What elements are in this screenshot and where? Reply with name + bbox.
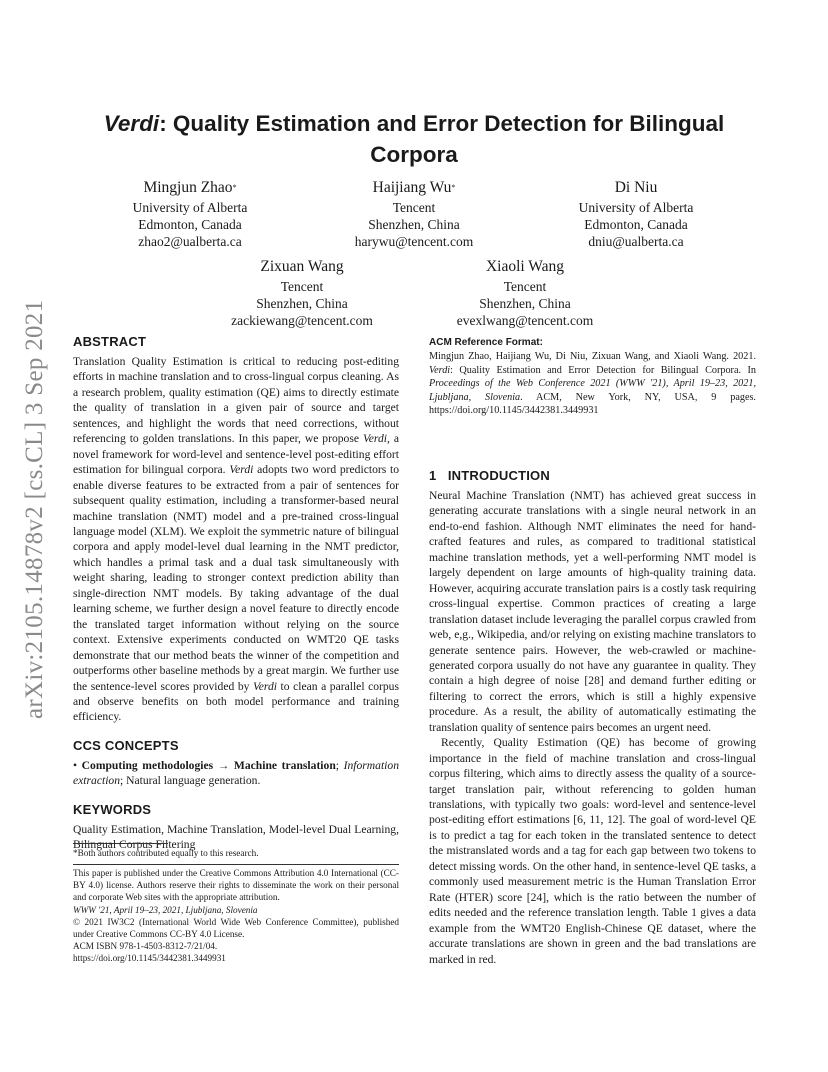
author-block-2: [314, 177, 514, 250]
author-name: Haijiang Wu: [372, 179, 452, 196]
intro-heading: 1 INTRODUCTION: [429, 467, 550, 483]
copyright-text: © 2021 IW3C2 (International World Wide Web Conference Committee), published under Creative Commons CC-BY 4.0 License.: [73, 916, 399, 940]
paper-title: [60, 108, 768, 170]
author-affiliation: University of Alberta: [578, 200, 694, 215]
left-column: [73, 334, 399, 853]
author-email: zhao2@ualberta.ca: [138, 234, 242, 249]
keywords-text: Quality Estimation, Machine Translation, Model-level Dual Learning, Bilingual Corpus Filtering: [73, 822, 399, 852]
title-verdi: Verdi: [103, 111, 160, 136]
author-location: Shenzhen, China: [479, 296, 571, 311]
arxiv-identifier: arXiv:2105.14878v2 [cs.CL] 3 Sep 2021: [21, 299, 48, 719]
author-email: dniu@ualberta.ca: [588, 234, 684, 249]
abstract-heading: ABSTRACT: [73, 334, 147, 349]
ccs-text: • Computing methodologies → Machine translation; Information extraction; Natural language generation.: [73, 758, 399, 788]
right-column: [429, 337, 756, 967]
equal-contribution-mark: *: [451, 183, 456, 192]
author-block-5: [425, 256, 625, 329]
venue-text: WWW '21, April 19–23, 2021, Ljubljana, Slovenia: [73, 904, 258, 915]
author-name: Zixuan Wang: [260, 258, 344, 275]
author-name: Mingjun Zhao: [143, 179, 233, 196]
author-block-1: [90, 177, 290, 250]
author-location: Shenzhen, China: [256, 296, 348, 311]
author-name: Di Niu: [614, 179, 658, 196]
author-block-4: [202, 256, 402, 329]
acm-ref-text: Mingjun Zhao, Haijiang Wu, Di Niu, Zixuan Wang, and Xiaoli Wang. 2021. Verdi: Quality Estimation and Error Detection for Bilingual Corpora. In Proceedings of the Web Conference 2021 (WWW '21), April 19–23, 2021, Ljubljana, Slovenia. ACM, New York, NY, USA, 9 pages. https://doi.org/10.1145/3442381.3449931: [429, 351, 756, 417]
author-affiliation: Tencent: [280, 279, 324, 294]
intro-paragraph-1: Neural Machine Translation (NMT) has achieved great success in generating accurate translations with a single neural network in an end-to-end fashion. Although NMT eliminates the need for hand-crafted features and rules, as compared to traditional statistical machine translation methods, yet a well-performing NMT model is largely dependent on large amounts of high-quality training data. However, acquiring accurate translation pairs is a costly task requiring cross-lingual expertise. Common practices of creating a large translation dataset include leveraging the parallel corpus crawled from web, e,g., Wikipedia, and/or relying on existing machine translators to generate sentence pairs. However, the web-crawled or machine-generated corpora usually do not have any guarantee in quality. They contain a high degree of noise [28] and demand further editing or filtering to correct the errors, which is still a highly expensive procedure. As a result, the ability of automatically estimating the translation quality of sentence pairs becomes an urgent need.: [429, 488, 756, 734]
license-divider: [73, 864, 399, 865]
license-block: [73, 867, 399, 965]
author-location: Shenzhen, China: [368, 217, 460, 232]
author-email: zackiewang@tencent.com: [231, 313, 373, 328]
author-name: Xiaoli Wang: [485, 258, 565, 275]
acm-ref-heading: ACM Reference Format:: [429, 337, 543, 348]
isbn-text: ACM ISBN 978-1-4503-8312-7/21/04.: [73, 941, 218, 952]
equal-contribution-mark: *: [232, 183, 237, 192]
author-affiliation: Tencent: [392, 200, 436, 215]
doi-link[interactable]: https://doi.org/10.1145/3442381.3449931: [73, 953, 226, 964]
author-block-3: [536, 177, 736, 250]
author-affiliation: Tencent: [503, 279, 547, 294]
author-location: Edmonton, Canada: [584, 217, 688, 232]
abstract-text: Translation Quality Estimation is critical to reducing post-editing efforts in machine translation and to cross-lingual corpus cleaning. As a research problem, quality estimation (QE) aims to directly estimate the quality of translation in a given pair of source and target sentences, and highlight the words that need corrections, without referencing to golden translations. In this paper, we propose Verdi, a novel framework for word-level and sentence-level post-editing effort estimation for bilingual corpora. Verdi adopts two word predictors to enable diverse features to be extracted from a pair of sentences for subsequent quality estimation, including a transformer-based neural machine translation (NMT) model and a pre-trained cross-lingual language model (XLM). We exploit the symmetric nature of bilingual corpora and apply model-level dual learning in the NMT predictor, which handles a primal task and a dual task simultaneously with weight sharing, leading to stronger context prediction ability than single-direction NMT models. By taking advantage of the dual learning scheme, we further design a novel feature to directly encode the translated target information without relying on the source context. Extensive experiments conducted on WMT20 QE tasks demonstrate that our method beats the winner of the competition and outperforms other baseline methods by a great margin. We further use the sentence-level scores provided by Verdi to clean a parallel corpus and observe benefits on both model performance and training efficiency.: [73, 355, 399, 724]
author-affiliation: University of Alberta: [132, 200, 248, 215]
title-rest: : Quality Estimation and Error Detection for Bilingual Corpora: [159, 111, 725, 167]
intro-paragraph-2: Recently, Quality Estimation (QE) has become of growing importance in the field of machine translation and cross-lingual corpus filtering, which aims to directly assess the quality of a source-target translation pair, without referencing to golden human translations, with typically two goals: word-level and sentence-level post-editing effort estimations [6, 11, 12]. The goal of word-level QE is to predict a tag for each token in the translated sentence to detect the mistranslated words and a tag for each gap between two tokens to detect missing words. On the other hand, in sentence-level QE tasks, a commonly used measurement metric is the Human Translation Error Rate (HTER) score [24], which is the ratio between the number of edits needed and the reference translation length. Table 1 gives a data example from the WMT20 English-Chinese QE dataset, where the accurate translations are shown in green and the bad translations are marked in red.: [429, 736, 756, 966]
author-email: harywu@tencent.com: [354, 234, 474, 249]
footnote-divider: [73, 843, 168, 844]
license-text: This paper is published under the Creative Commons Attribution 4.0 International (CC-BY 4.0) license. Authors reserve their rights to disseminate the work on their personal and corporate Web sites with the appropriate attribution.: [73, 868, 399, 903]
ccs-heading: CCS CONCEPTS: [73, 737, 179, 753]
footnote: *Both authors contributed equally to this research.: [73, 848, 259, 858]
keywords-heading: KEYWORDS: [73, 801, 152, 817]
author-location: Edmonton, Canada: [138, 217, 242, 232]
author-email: evexlwang@tencent.com: [456, 313, 594, 328]
